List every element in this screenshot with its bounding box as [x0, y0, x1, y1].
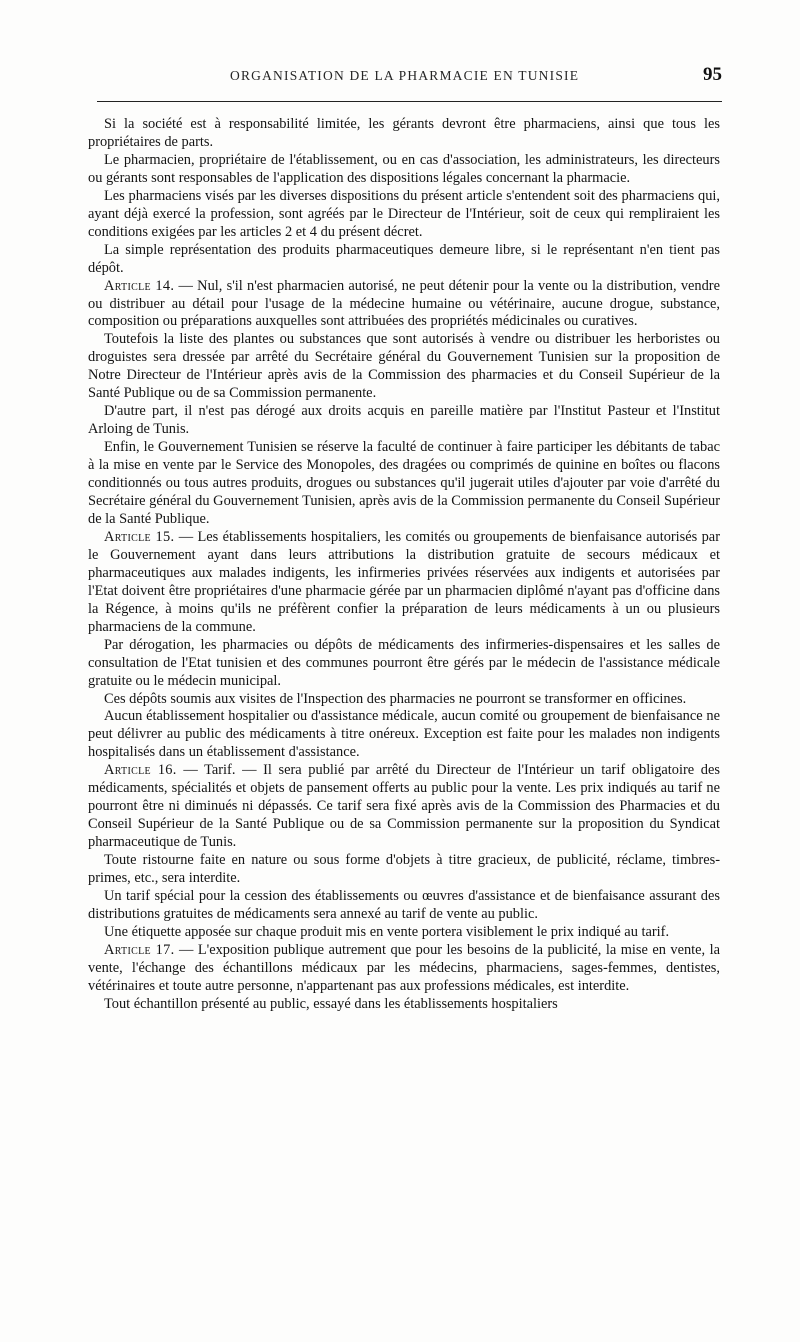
- paragraph-text: Tout échantillon présenté au public, essayé dans les établissements hospitaliers: [104, 995, 558, 1012]
- header-rule: [97, 101, 722, 102]
- paragraph-text: Toutefois la liste des plantes ou substances que sont autorisés à vendre ou distribuer les herboristes ou droguistes sera dressée par arrêté du Secrétaire général du Gouvernement Tunisien sur la proposition de Notre Directeur de l'Intérieur après avis de la Commission des pharmacies et du Conseil Supérieur de la Santé Publique ou de sa Commission permanente.: [88, 331, 720, 402]
- article-label: Article 14.: [104, 277, 175, 294]
- article-paragraph: [88, 942, 720, 996]
- paragraph-text: D'autre part, il n'est pas dérogé aux droits acquis en pareille matière par l'Institut Pasteur et l'Institut Arloing de Tunis.: [88, 403, 720, 438]
- paragraph: [88, 188, 720, 242]
- paragraph: [88, 242, 720, 278]
- paragraph: [88, 924, 720, 942]
- article-label: Article 17.: [104, 941, 175, 958]
- paragraph-text: Ces dépôts soumis aux visites de l'Inspection des pharmacies ne pourront se transformer en officines.: [104, 690, 687, 707]
- paragraph: [88, 152, 720, 188]
- running-title: ORGANISATION DE LA PHARMACIE EN TUNISIE: [230, 68, 580, 83]
- paragraph: [88, 331, 720, 403]
- paragraph: [88, 637, 720, 691]
- paragraph-text: Enfin, le Gouvernement Tunisien se réserve la faculté de continuer à faire participer les débitants de tabac à la mise en vente par le Service des Monopoles, des dragées ou comprimés de quinine en boîtes ou flacons conditionnés ou tous autres produits, drogues ou substances qu'il jugerait utiles d'ajouter par voie d'arrêté du Secrétaire général du Gouvernement Tunisien, après avis de la Commission permanente du Conseil Supérieur de la Santé Publique.: [88, 439, 720, 527]
- paragraph: [88, 888, 720, 924]
- paragraph-text: Aucun établissement hospitalier ou d'assistance médicale, aucun comité ou groupement de bienfaisance ne peut délivrer au public des médicaments à titre onéreux. Exception est faite pour les malades non indigents hospitalisés dans un établissement d'assistance.: [88, 708, 720, 761]
- paragraph-text: — L'exposition publique autrement que pour les besoins de la publicité, la mise en vente, la vente, l'échange des échantillons médicaux par les médecins, pharmaciens, sages-femmes, dentistes, vétérinaires et toute autre personne, n'appartenant pas aux professions médicales, est interdite.: [88, 941, 720, 994]
- paragraph-text: Les pharmaciens visés par les diverses dispositions du présent article s'entendent soit des pharmaciens qui, ayant déjà exercé la profession, sont agréés par le Directeur de l'Intérieur, soit de ceux qui rempliraient les conditions exigées par les articles 2 et 4 du présent décret.: [88, 187, 720, 240]
- paragraph-text: Par dérogation, les pharmacies ou dépôts de médicaments des infirmeries-dispensaires et les salles de consultation de l'Etat tunisien et des communes pourront être gérés par le médecin de l'assistance médicale gratuite ou le médecin municipal.: [88, 636, 720, 689]
- paragraph-text: La simple représentation des produits pharmaceutiques demeure libre, si le représentant n'en tient pas dépôt.: [88, 241, 720, 276]
- paragraph: [88, 852, 720, 888]
- paragraph-text: — Nul, s'il n'est pharmacien autorisé, ne peut détenir pour la vente ou la distribution, vendre ou distribuer au détail pour l'usage de la médecine humaine ou vétérinaire, aucune drogue, substance, composition ou préparations auxquelles sont attribuées des propriétés médicinales ou curatives.: [88, 277, 720, 330]
- paragraph: [88, 403, 720, 439]
- paragraph: [88, 996, 720, 1014]
- paragraph: [88, 691, 720, 709]
- paragraph-text: Une étiquette apposée sur chaque produit mis en vente portera visiblement le prix indiqué au tarif.: [104, 923, 670, 940]
- page-number: 95: [703, 64, 722, 85]
- paragraph-text: — Les établissements hospitaliers, les comités ou groupements de bienfaisance autorisés par le Gouvernement ayant dans leurs attributions la distribution gratuite de secours médicaux et pharmaceutiques aux malades indigents, les infirmeries privées réservées aux indigents et autorisées par l'Etat doivent être propriétaires d'une pharmacie gérée par un pharmacien diplômé n'ayant pas d'officine dans la Régence, à moins qu'ils ne préfèrent confier la préparation de leurs médicaments à un ou plusieurs pharmaciens de la commune.: [88, 528, 720, 635]
- paragraph: [88, 708, 720, 762]
- paragraph-text: Si la société est à responsabilité limitée, les gérants devront être pharmaciens, ainsi que tous les propriétaires de parts.: [88, 116, 720, 150]
- article-paragraph: [88, 762, 720, 852]
- paragraph-text: Un tarif spécial pour la cession des établissements ou œuvres d'assistance et de bienfaisance assurant des distributions gratuites de médicaments sera annexé au tarif de vente au public.: [88, 887, 720, 922]
- article-label: Article 16.: [104, 762, 177, 779]
- article-label: Article 15.: [104, 528, 175, 545]
- paragraph-text: — Tarif. — Il sera publié par arrêté du Directeur de l'Intérieur un tarif obligatoire des médicaments, spécialités et objets de pansement offerts au public pour la vente. Les prix indiqués au tarif ne pourront être ni diminués ni dépassés. Ce tarif sera fixé après avis de la Commission des Pharmacies et du Conseil Supérieur de la Santé Publique ou de sa Commission permanente sur la proposition du Syndicat pharmaceutique de Tunis.: [88, 762, 720, 851]
- body-text: [88, 116, 720, 1014]
- paragraph-text: Toute ristourne faite en nature ou sous forme d'objets à titre gracieux, de publicité, réclame, timbres-primes, etc., sera interdite.: [88, 852, 720, 887]
- paragraph-text: Le pharmacien, propriétaire de l'établissement, ou en cas d'association, les administrateurs, les directeurs ou gérants sont responsables de l'application des dispositions légales concernant la pharmacie.: [88, 151, 720, 186]
- article-paragraph: [88, 278, 720, 332]
- article-paragraph: [88, 529, 720, 637]
- page-header: [97, 64, 722, 90]
- paragraph: [88, 439, 720, 529]
- paragraph: [88, 116, 720, 152]
